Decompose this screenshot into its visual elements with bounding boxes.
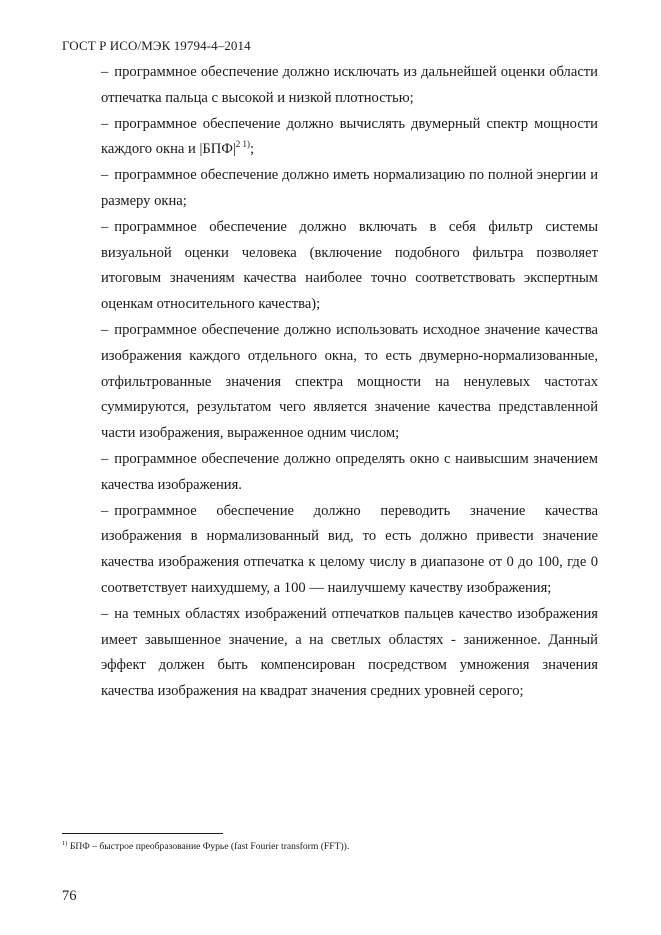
document-body [101, 60, 598, 705]
list-item-text: на темных областях изображений отпечатков пальцев качество изображения имеет завышенное значение, а на светлых областях - заниженное. Данный эффект должен быть компенсирован посредством умножения значения качества изображения на квадрат значения средних уровней серого; [101, 605, 598, 700]
page-number: 76 [62, 888, 77, 904]
footnote [62, 841, 349, 852]
list-item-tail: ; [250, 141, 255, 158]
list-item [101, 215, 598, 318]
list-item-text: программное обеспечение должно вычислять двумерный спектр мощности каждого окна и |БПФ| [101, 115, 598, 158]
list-item [101, 318, 598, 447]
list-dash: – [101, 450, 109, 467]
list-dash: – [101, 218, 109, 235]
list-item [101, 602, 598, 705]
footnote-text: БПФ – быстрое преобразование Фурье (fast Fourier transform (FFT)). [67, 841, 350, 852]
list-item [101, 499, 598, 602]
list-dash: – [101, 64, 109, 80]
list-item-text: программное обеспечение должно использовать исходное значение качества изображения каждого отдельного окна, то есть двумерно-нормализованные, отфильтрованные значения спектра мощности на ненулевых частотах суммируются, результатом чего является значение качества представленной части изображения, выраженное одним числом; [101, 321, 598, 442]
list-item-text: программное обеспечение должно включать в себя фильтр системы визуальной оценки человека (включение подобного фильтра позволяет итоговым значениям качества наиболее точно соответствовать экспертным оценкам относительного качества); [101, 218, 598, 313]
list-item [101, 447, 598, 499]
list-dash: – [101, 605, 109, 622]
footnote-marker: 1) [62, 839, 68, 847]
list-item-text: программное обеспечение должно иметь нормализацию по полной энергии и размеру окна; [101, 167, 598, 209]
list-item [101, 60, 598, 112]
list-dash: – [101, 167, 109, 184]
list-item [101, 163, 598, 215]
list-dash: – [101, 321, 109, 338]
document-header: ГОСТ Р ИСО/МЭК 19794-4–2014 [62, 38, 251, 53]
list-item [101, 112, 598, 164]
list-item-text: программное обеспечение должно исключать из дальнейшей оценки области отпечатка пальца с высокой и низкой плотностью; [101, 64, 598, 106]
list-dash: – [101, 115, 109, 132]
footnote-divider [62, 833, 223, 834]
list-item-text: программное обеспечение должно определять окно с наивысшим значением качества изображения. [101, 450, 598, 493]
list-dash: – [101, 502, 109, 519]
footnote-reference: 2 1) [235, 139, 251, 150]
list-item-text: программное обеспечение должно переводить значение качества изображения в нормализованный вид, то есть должно привести значение качества изображения отпечатка к целому числу в диапазоне от 0 до 100, где 0 соответствует наихудшему, а 100 — наилучшему качеству изображения; [101, 502, 598, 596]
